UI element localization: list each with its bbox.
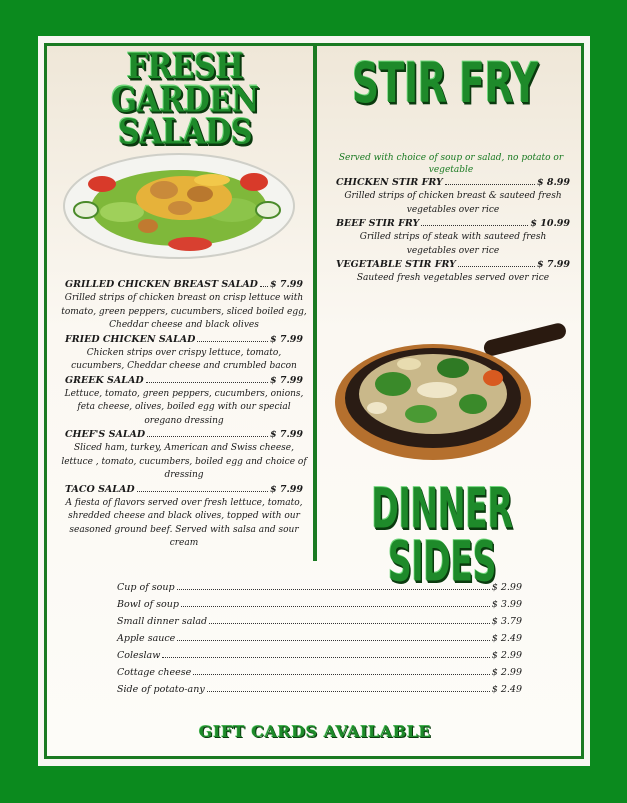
stir-fry-list — [336, 176, 570, 286]
item-price: $ 2.49 — [491, 684, 522, 695]
item-price: $ 2.99 — [491, 650, 522, 661]
item-description: Sauteed fresh vegetables served over rice — [356, 273, 550, 283]
item-price: $ 7.99 — [269, 429, 303, 440]
salad-item-greek — [60, 374, 308, 429]
salads-list — [60, 278, 308, 551]
salad-item-grilled-chicken — [60, 278, 308, 333]
item-name: Coleslaw — [117, 650, 161, 661]
item-price: $ 3.99 — [491, 599, 522, 610]
stir-fry-note: Served with choice of soup or salad, no potato or vegetable — [338, 153, 564, 175]
salad-item-taco — [60, 483, 308, 551]
item-name: TACO SALAD — [65, 483, 135, 495]
item-price: $ 2.99 — [491, 582, 522, 593]
side-item — [117, 579, 522, 596]
side-item — [117, 664, 522, 681]
sides-list — [117, 579, 522, 698]
salad-item-chefs — [60, 428, 308, 483]
item-price: $ 2.99 — [491, 667, 522, 678]
item-name: Apple sauce — [117, 633, 176, 644]
item-description: Grilled strips of chicken breast on crisp lettuce with tomato, green peppers, cucumbers, sliced boiled egg, Cheddar cheese and black olives — [61, 293, 307, 330]
item-name: Cup of soup — [117, 582, 175, 593]
item-price: $ 7.99 — [536, 259, 570, 270]
salad-plate-photo — [62, 150, 296, 262]
item-description: Chicken strips over crispy lettuce, tomato, cucumbers, Cheddar cheese and crumbled bacon — [71, 347, 297, 371]
item-price: $ 7.99 — [269, 333, 303, 345]
item-name: GRILLED CHICKEN BREAST SALAD — [65, 279, 258, 290]
stir-fry-item-beef — [336, 217, 570, 258]
item-description: Grilled strips of chicken breast & sauteed fresh vegetables over rice — [344, 191, 562, 215]
item-name: FRIED CHICKEN SALAD — [65, 333, 196, 345]
side-item — [117, 681, 522, 698]
side-item — [117, 647, 522, 664]
item-name: CHEF'S SALAD — [65, 429, 146, 440]
side-item — [117, 630, 522, 647]
item-description: Grilled strips of steak with sauteed fresh vegetables over rice — [359, 232, 547, 256]
salads-heading: FRESH GARDEN SALADS — [111, 46, 259, 153]
item-price: $ 2.49 — [491, 633, 522, 644]
column-divider — [313, 45, 317, 561]
item-price: $ 3.79 — [491, 616, 522, 627]
item-name: BEEF STIR FRY — [336, 218, 420, 229]
stir-fry-item-vegetable — [336, 258, 570, 286]
side-item — [117, 596, 522, 613]
item-name: Cottage cheese — [117, 667, 192, 678]
item-description: A fiesta of flavors served over fresh lettuce, tomato, shredded cheese and black olives, topped with our seasoned ground beef. Served with salsa and sour cream — [65, 497, 303, 548]
item-name: VEGETABLE STIR FRY — [336, 259, 456, 270]
side-item — [117, 613, 522, 630]
dinner-sides-heading: DINNER SIDES — [371, 476, 513, 594]
item-price: $ 7.99 — [269, 279, 303, 290]
item-price: $ 10.99 — [530, 218, 570, 229]
item-description: Lettuce, tomato, green peppers, cucumbers, onions, feta cheese, olives, boiled egg with our special oregano dressing — [64, 388, 304, 426]
item-name: Side of potato-any — [117, 684, 205, 695]
stir-fry-skillet-photo — [333, 318, 569, 464]
stir-fry-item-chicken — [336, 176, 570, 217]
item-description: Sliced ham, turkey, American and Swiss cheese, lettuce , tomato, cucumbers, boiled egg and choice of dressing — [61, 443, 307, 480]
item-name: CHICKEN STIR FRY — [336, 177, 443, 188]
item-name: Bowl of soup — [117, 599, 179, 610]
item-price: $ 7.99 — [269, 374, 303, 386]
item-price: $ 7.99 — [269, 483, 303, 495]
item-name: GREEK SALAD — [65, 374, 144, 386]
salad-item-fried-chicken — [60, 333, 308, 374]
item-price: $ 8.99 — [536, 177, 570, 188]
gift-cards-banner: GIFT CARDS AVAILABLE — [198, 722, 432, 741]
stir-fry-heading: STIR FRY — [352, 50, 538, 116]
item-name: Small dinner salad — [117, 616, 208, 627]
